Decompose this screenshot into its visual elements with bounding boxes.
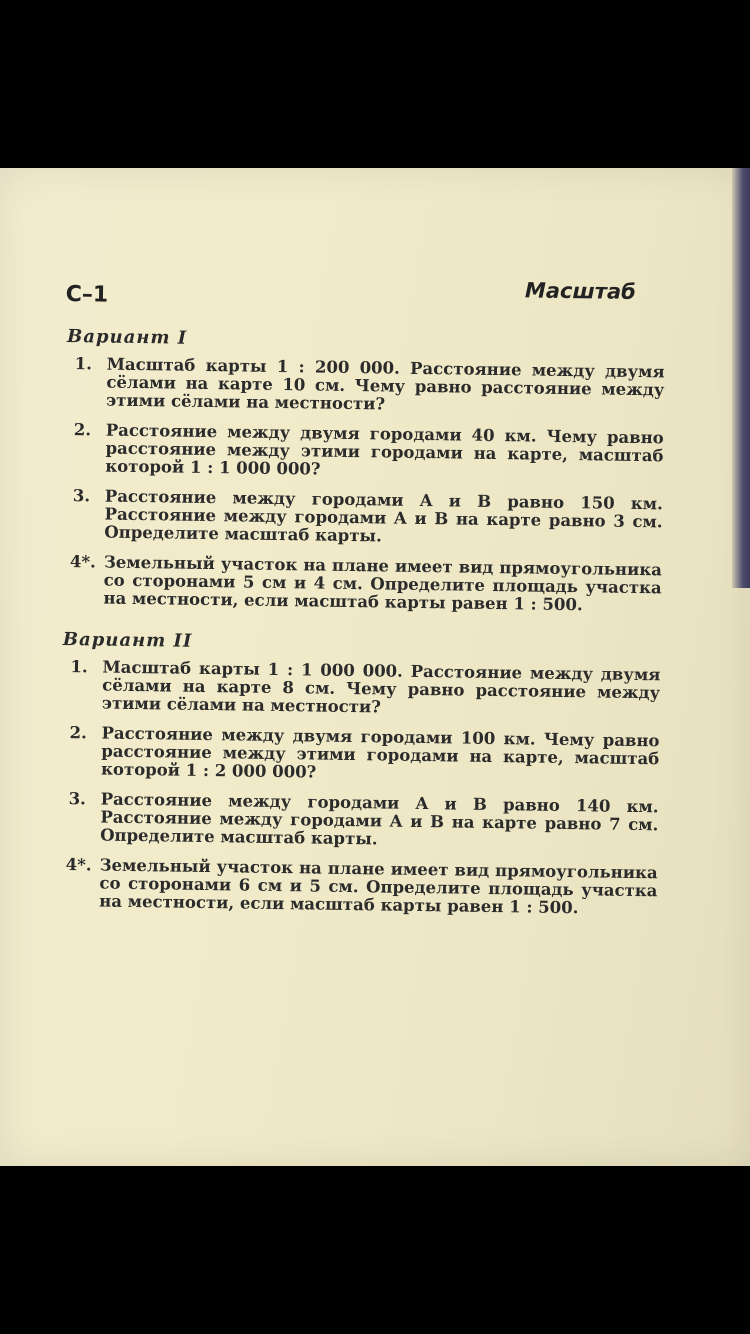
task-number: 1.: [70, 657, 88, 677]
task-text: Расстояние между двумя городами 100 км. Чему равно расстояние между этими городами на карте, масштаб которой 1 : 2 000 000?: [100, 723, 660, 782]
task-item: [64, 355, 665, 417]
task-item: [60, 658, 661, 720]
page-header: [65, 272, 666, 324]
variant-one: [61, 326, 665, 615]
task-text: Земельный участок на плане имеет вид прямоугольника со сторонами 5 см и 4 см. Определите площадь участка на местности, если масштаб карты равен 1 : 500.: [103, 552, 663, 615]
task-text: Расстояние между двумя городами 40 км. Чему равно расстояние между этими городами на карте, масштаб которой 1 : 1 000 000?: [105, 420, 664, 479]
worksheet-code: С–1: [65, 281, 109, 308]
task-item: [63, 421, 664, 483]
task-number: 2.: [69, 723, 87, 743]
task-number: 3.: [72, 486, 91, 506]
task-text: Масштаб карты 1 : 200 000. Расстояние между двумя сёлами на карте 10 см. Чему равно расстояние между этими сёлами на местности?: [106, 354, 665, 414]
task-item: [57, 856, 658, 918]
task-text: Расстояние между городами A и B равно 140 км. Расстояние между городами A и B на карте равно 7 см. Определите масштаб карты.: [100, 789, 659, 849]
task-item: [61, 553, 662, 615]
task-text: Масштаб карты 1 : 1 000 000. Расстояние между двумя сёлами на карте 8 см. Чему равно расстояние между этими сёлами на местности?: [101, 657, 661, 717]
task-number: 2.: [73, 420, 92, 440]
task-number: 4*.: [65, 855, 92, 875]
worksheet: [57, 272, 666, 930]
variant-title: Вариант I: [66, 326, 188, 349]
task-number: 4*.: [69, 552, 96, 572]
task-number: 1.: [74, 354, 93, 374]
worksheet-topic: Масштаб: [524, 278, 636, 304]
task-text: Расстояние между городами A и B равно 150 км. Расстояние между городами A и B на карте равно 3 см. Определите масштаб карты.: [104, 486, 663, 546]
variant-title: Вариант II: [62, 628, 193, 652]
variant-two: [57, 629, 661, 918]
task-item: [62, 487, 663, 549]
task-number: 3.: [68, 789, 87, 809]
paper-edge-shadow: [732, 168, 750, 588]
task-item: [59, 724, 660, 786]
task-text: Земельный участок на плане имеет вид прямоугольника со сторонами 6 см и 5 см. Определите площадь участка на местности, если масштаб карты равен 1 : 500.: [99, 855, 658, 918]
task-item: [58, 790, 659, 852]
